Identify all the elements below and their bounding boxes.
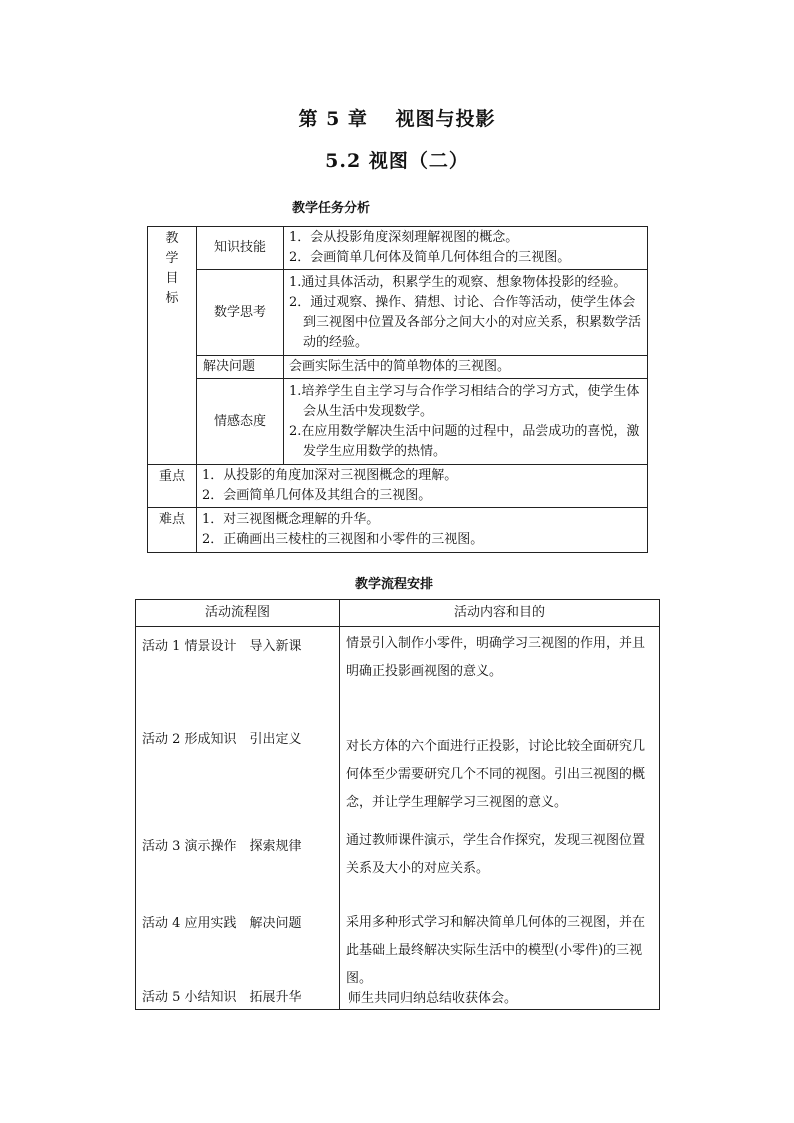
goals-label-char: 目 [165,271,179,286]
activity-description: 通过教师课件演示，学生合作探究，发现三视图位置关系及大小的对应关系。 [346,833,646,876]
goal-content-knowledge [284,227,648,270]
teaching-flow-table [135,599,660,1010]
activity-item: 活动 3 演示操作 探索规律 [142,839,302,854]
key-point-item: 1．从投影的角度加深对三视图概念的理解。 [202,468,458,483]
difficulties-label: 难点 [148,508,197,553]
activity-description: 情景引入制作小零件，明确学习三视图的作用，并且明确正投影画视图的意义。 [346,636,646,679]
activity-item: 活动 1 情景设计 导入新课 [142,639,302,654]
task-analysis-table [147,226,648,553]
goal-content-emotion [284,379,648,465]
goals-label-char: 教 [165,231,179,246]
key-point-item: 2．会画简单几何体及其组合的三视图。 [202,488,432,503]
activity-column [136,627,340,1010]
goal-label-emotion: 情感态度 [197,379,284,465]
goal-item: 1.通过具体活动，积累学生的观察、想象物体投影的经验。 [289,274,627,290]
key-points-label: 重点 [148,465,197,508]
activity-description: 师生共同归纳总结收获体会。 [348,991,518,1006]
difficulty-item: 1．对三视图概念理解的升华。 [202,512,380,527]
activity-item: 活动 2 形成知识 引出定义 [142,732,302,747]
goal-item: 2．通过观察、操作、猜想、讨论、合作等活动，使学生体会到三视图中位置及各部分之间大小的对应关系，积累数学活动的经验。 [289,294,642,350]
key-points-content [197,465,648,508]
goals-label [148,227,197,465]
goal-item: 1．会从投影角度深刻理解视图的概念。 [289,230,519,245]
goal-item: 2．会画简单几何体及简单几何体组合的三视图。 [289,250,571,265]
chapter-title: 第 5 章 视图与投影 [298,108,496,130]
goals-label-char: 学 [165,251,179,266]
activity-description: 采用多种形式学习和解决简单几何体的三视图，并在此基础上最终解决实际生活中的模型(小零件)的三视图。 [346,915,646,986]
flow-header-left: 活动流程图 [136,600,340,627]
goal-item: 2.在应用数学解决生活中问题的过程中，品尝成功的喜悦，激发学生应用数学的热情。 [289,423,640,459]
section-title: 5.2 视图（二） [325,150,469,172]
difficulty-item: 2．正确画出三棱柱的三视图和小零件的三视图。 [202,532,484,547]
goals-label-char: 标 [165,291,179,306]
goal-item: 1.培养学生自主学习与合作学习相结合的学习方式，使学生体会从生活中发现数学。 [289,383,640,419]
flow-heading: 教学流程安排 [355,577,434,592]
activity-item: 活动 5 小结知识 拓展升华 [142,990,302,1005]
goal-label-knowledge: 知识技能 [197,227,284,270]
difficulties-content [197,508,648,553]
goal-content-problem: 会画实际生活中的简单物体的三视图。 [284,356,648,379]
goal-label-thinking: 数学思考 [197,270,284,356]
flow-header-right: 活动内容和目的 [340,600,660,627]
goal-label-problem: 解决问题 [197,356,284,379]
goal-content-thinking [284,270,648,356]
activity-description: 对长方体的六个面进行正投影，讨论比较全面研究几何体至少需要研究几个不同的视图。引出三视图的概念，并让学生理解学习三视图的意义。 [346,739,646,810]
analysis-heading: 教学任务分析 [292,201,371,216]
activity-item: 活动 4 应用实践 解决问题 [142,916,302,931]
description-column [340,627,660,1010]
